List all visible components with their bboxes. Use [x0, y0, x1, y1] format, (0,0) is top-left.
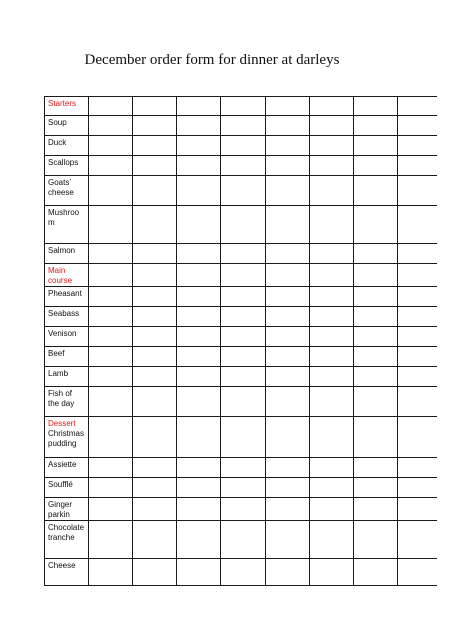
row-label-cell — [45, 478, 89, 498]
row-label-cell — [45, 116, 89, 136]
menu-item-label: Seabass — [48, 309, 80, 318]
order-entry-cell[interactable] — [353, 478, 397, 498]
menu-item-label: Lamb — [48, 369, 69, 378]
order-entry-cell[interactable] — [221, 387, 265, 417]
order-entry-cell[interactable] — [265, 136, 309, 156]
row-label-cell — [45, 559, 89, 586]
row-label-cell — [45, 287, 89, 307]
order-entry-cell[interactable] — [177, 478, 221, 498]
order-entry-cell[interactable] — [397, 498, 437, 521]
page-title: December order form for dinner at darleys — [84, 52, 340, 68]
order-entry-cell[interactable] — [397, 458, 437, 478]
order-entry-cell[interactable] — [397, 417, 437, 458]
row-label-cell — [45, 97, 89, 116]
menu-item-label: Cheese — [48, 561, 76, 570]
order-entry-cell[interactable] — [397, 287, 437, 307]
row-label-cell — [45, 347, 89, 367]
menu-item-label: Assiette — [48, 460, 77, 469]
order-entry-cell[interactable] — [133, 417, 177, 458]
table-row — [45, 478, 438, 498]
table-row — [45, 347, 438, 367]
menu-item-label: Soup — [48, 118, 67, 127]
order-entry-cell[interactable] — [89, 116, 133, 136]
order-entry-cell[interactable] — [353, 206, 397, 244]
order-entry-cell[interactable] — [133, 347, 177, 367]
order-entry-cell[interactable] — [221, 367, 265, 387]
order-entry-cell[interactable] — [265, 498, 309, 521]
order-entry-cell[interactable] — [397, 521, 437, 559]
order-entry-cell[interactable] — [309, 97, 353, 116]
order-entry-cell[interactable] — [221, 521, 265, 559]
order-entry-cell[interactable] — [177, 327, 221, 347]
order-entry-cell[interactable] — [265, 478, 309, 498]
order-entry-cell[interactable] — [133, 244, 177, 264]
row-label-cell — [45, 458, 89, 478]
order-entry-cell[interactable] — [353, 387, 397, 417]
order-entry-cell[interactable] — [133, 156, 177, 176]
order-entry-cell[interactable] — [89, 367, 133, 387]
order-entry-cell[interactable] — [353, 327, 397, 347]
table-row — [45, 367, 438, 387]
table-row — [45, 116, 438, 136]
table-row — [45, 244, 438, 264]
order-entry-cell[interactable] — [397, 367, 437, 387]
order-entry-cell[interactable] — [265, 417, 309, 458]
order-entry-cell[interactable] — [177, 116, 221, 136]
order-entry-cell[interactable] — [265, 156, 309, 176]
order-entry-cell[interactable] — [397, 307, 437, 327]
order-entry-cell[interactable] — [353, 176, 397, 206]
order-entry-cell[interactable] — [177, 458, 221, 478]
menu-item-label: Beef — [48, 349, 65, 358]
table-row — [45, 458, 438, 478]
order-entry-cell[interactable] — [397, 559, 437, 586]
order-entry-cell[interactable] — [221, 478, 265, 498]
menu-item-label: Duck — [48, 138, 67, 147]
order-entry-cell[interactable] — [353, 367, 397, 387]
order-entry-cell[interactable] — [397, 136, 437, 156]
order-entry-cell[interactable] — [309, 347, 353, 367]
order-entry-cell[interactable] — [309, 156, 353, 176]
row-label-cell — [45, 327, 89, 347]
order-entry-cell[interactable] — [397, 387, 437, 417]
table-row — [45, 97, 438, 116]
order-entry-cell[interactable] — [353, 458, 397, 478]
table-row — [45, 521, 438, 559]
order-entry-cell[interactable] — [89, 478, 133, 498]
order-entry-cell[interactable] — [177, 176, 221, 206]
order-entry-cell[interactable] — [177, 387, 221, 417]
order-entry-cell[interactable] — [353, 97, 397, 116]
order-entry-cell[interactable] — [89, 458, 133, 478]
order-entry-cell[interactable] — [221, 559, 265, 586]
order-entry-cell[interactable] — [397, 116, 437, 136]
order-entry-cell[interactable] — [265, 387, 309, 417]
order-entry-cell[interactable] — [309, 176, 353, 206]
order-entry-cell[interactable] — [397, 347, 437, 367]
table-row — [45, 264, 438, 287]
order-entry-cell[interactable] — [89, 97, 133, 116]
order-entry-cell[interactable] — [265, 458, 309, 478]
row-label-cell — [45, 417, 89, 458]
order-entry-cell[interactable] — [353, 264, 397, 287]
order-entry-cell[interactable] — [133, 97, 177, 116]
order-entry-cell[interactable] — [265, 264, 309, 287]
row-label-cell — [45, 156, 89, 176]
order-entry-cell[interactable] — [177, 244, 221, 264]
order-entry-cell[interactable] — [221, 458, 265, 478]
row-label-cell — [45, 521, 89, 559]
menu-item-label: Fish of the day — [48, 389, 75, 408]
order-entry-cell[interactable] — [89, 559, 133, 586]
order-entry-cell[interactable] — [309, 116, 353, 136]
order-entry-cell[interactable] — [177, 347, 221, 367]
order-entry-cell[interactable] — [309, 417, 353, 458]
order-entry-cell[interactable] — [133, 307, 177, 327]
table-row — [45, 156, 438, 176]
order-entry-cell[interactable] — [265, 244, 309, 264]
order-entry-cell[interactable] — [221, 347, 265, 367]
order-entry-cell[interactable] — [89, 264, 133, 287]
menu-item-label: Venison — [48, 329, 77, 338]
order-entry-cell[interactable] — [265, 206, 309, 244]
order-entry-cell[interactable] — [89, 387, 133, 417]
menu-item-label: Scallops — [48, 158, 79, 167]
order-entry-cell[interactable] — [177, 97, 221, 116]
order-entry-cell[interactable] — [265, 176, 309, 206]
order-entry-cell[interactable] — [353, 559, 397, 586]
order-entry-cell[interactable] — [133, 206, 177, 244]
order-entry-cell[interactable] — [133, 327, 177, 347]
section-heading: Starters — [48, 99, 77, 108]
row-label-cell — [45, 264, 89, 287]
order-entry-cell[interactable] — [353, 498, 397, 521]
order-entry-cell[interactable] — [397, 264, 437, 287]
order-entry-cell[interactable] — [133, 559, 177, 586]
order-entry-cell[interactable] — [265, 347, 309, 367]
order-entry-cell[interactable] — [397, 327, 437, 347]
order-entry-cell[interactable] — [133, 387, 177, 417]
section-heading: Dessert — [48, 419, 76, 428]
order-entry-cell[interactable] — [177, 498, 221, 521]
order-entry-cell[interactable] — [353, 347, 397, 367]
order-entry-cell[interactable] — [353, 244, 397, 264]
order-entry-cell[interactable] — [89, 417, 133, 458]
order-entry-cell[interactable] — [309, 307, 353, 327]
order-entry-cell[interactable] — [221, 417, 265, 458]
menu-item-label: Pheasant — [48, 289, 82, 298]
row-label-cell — [45, 206, 89, 244]
order-entry-cell[interactable] — [353, 156, 397, 176]
order-entry-cell[interactable] — [353, 116, 397, 136]
order-entry-cell[interactable] — [397, 478, 437, 498]
order-entry-cell[interactable] — [89, 347, 133, 367]
order-entry-cell[interactable] — [309, 559, 353, 586]
order-entry-cell[interactable] — [89, 307, 133, 327]
row-label-cell — [45, 307, 89, 327]
order-entry-cell[interactable] — [221, 264, 265, 287]
order-entry-cell[interactable] — [133, 478, 177, 498]
order-entry-cell[interactable] — [221, 116, 265, 136]
order-entry-cell[interactable] — [353, 307, 397, 327]
table-row — [45, 327, 438, 347]
order-entry-cell[interactable] — [221, 498, 265, 521]
order-entry-cell[interactable] — [397, 97, 437, 116]
order-entry-cell[interactable] — [309, 287, 353, 307]
order-entry-cell[interactable] — [353, 136, 397, 156]
order-entry-cell[interactable] — [89, 521, 133, 559]
order-entry-cell[interactable] — [177, 521, 221, 559]
section-heading: Main course — [48, 266, 73, 285]
order-entry-cell[interactable] — [133, 116, 177, 136]
table-row — [45, 498, 438, 521]
menu-item-label: Ginger parkin — [48, 500, 73, 519]
order-entry-cell[interactable] — [89, 136, 133, 156]
order-entry-cell[interactable] — [265, 307, 309, 327]
table-row — [45, 559, 438, 586]
table-row — [45, 287, 438, 307]
menu-item-label: Mushroo m — [48, 208, 80, 227]
order-entry-cell[interactable] — [309, 387, 353, 417]
row-label-cell — [45, 244, 89, 264]
order-entry-cell[interactable] — [265, 367, 309, 387]
order-entry-cell[interactable] — [89, 287, 133, 307]
order-entry-cell[interactable] — [353, 417, 397, 458]
menu-item-label: Chocolate tranche — [48, 523, 85, 542]
order-entry-cell[interactable] — [221, 97, 265, 116]
order-entry-cell[interactable] — [89, 156, 133, 176]
table-row — [45, 206, 438, 244]
order-entry-cell[interactable] — [265, 287, 309, 307]
order-entry-cell[interactable] — [397, 156, 437, 176]
order-entry-cell[interactable] — [221, 327, 265, 347]
order-entry-cell[interactable] — [353, 521, 397, 559]
table-row — [45, 176, 438, 206]
order-entry-cell[interactable] — [89, 244, 133, 264]
order-entry-cell[interactable] — [177, 264, 221, 287]
row-label-cell — [45, 498, 89, 521]
menu-item-label: Soufflé — [48, 480, 73, 489]
order-entry-cell[interactable] — [309, 264, 353, 287]
order-entry-cell[interactable] — [309, 498, 353, 521]
table-row — [45, 307, 438, 327]
order-entry-cell[interactable] — [397, 206, 437, 244]
order-entry-cell[interactable] — [309, 458, 353, 478]
order-entry-cell[interactable] — [221, 206, 265, 244]
order-entry-cell[interactable] — [177, 156, 221, 176]
order-entry-cell[interactable] — [265, 97, 309, 116]
order-entry-cell[interactable] — [89, 327, 133, 347]
order-entry-cell[interactable] — [133, 498, 177, 521]
row-label-cell — [45, 176, 89, 206]
order-entry-cell[interactable] — [89, 206, 133, 244]
order-entry-cell[interactable] — [133, 136, 177, 156]
order-entry-cell[interactable] — [309, 521, 353, 559]
order-entry-cell[interactable] — [309, 478, 353, 498]
order-entry-cell[interactable] — [309, 136, 353, 156]
order-entry-cell[interactable] — [309, 327, 353, 347]
order-entry-cell[interactable] — [177, 206, 221, 244]
order-entry-cell[interactable] — [177, 559, 221, 586]
row-label-cell — [45, 136, 89, 156]
menu-item-label: Salmon — [48, 246, 76, 255]
order-form-table — [44, 96, 437, 586]
order-entry-cell[interactable] — [265, 521, 309, 559]
table-row — [45, 136, 438, 156]
order-entry-cell[interactable] — [309, 206, 353, 244]
order-entry-cell[interactable] — [221, 156, 265, 176]
order-entry-cell[interactable] — [397, 244, 437, 264]
order-entry-cell[interactable] — [397, 176, 437, 206]
order-entry-cell[interactable] — [89, 176, 133, 206]
order-entry-cell[interactable] — [133, 458, 177, 478]
order-entry-cell[interactable] — [265, 327, 309, 347]
order-entry-cell[interactable] — [89, 498, 133, 521]
order-entry-cell[interactable] — [265, 116, 309, 136]
order-entry-cell[interactable] — [133, 264, 177, 287]
table-row — [45, 417, 438, 458]
order-entry-cell[interactable] — [177, 287, 221, 307]
order-entry-cell[interactable] — [265, 559, 309, 586]
order-entry-cell[interactable] — [177, 417, 221, 458]
table-row — [45, 387, 438, 417]
order-entry-cell[interactable] — [309, 367, 353, 387]
order-entry-cell[interactable] — [353, 287, 397, 307]
row-label-cell — [45, 387, 89, 417]
order-entry-cell[interactable] — [221, 244, 265, 264]
menu-item-label: Christmas pudding — [48, 429, 85, 448]
order-entry-cell[interactable] — [221, 136, 265, 156]
order-entry-cell[interactable] — [309, 244, 353, 264]
order-entry-cell[interactable] — [221, 287, 265, 307]
order-entry-cell[interactable] — [133, 367, 177, 387]
order-entry-cell[interactable] — [133, 176, 177, 206]
order-entry-cell[interactable] — [177, 136, 221, 156]
row-label-cell — [45, 367, 89, 387]
order-entry-cell[interactable] — [177, 367, 221, 387]
order-entry-cell[interactable] — [177, 307, 221, 327]
order-entry-cell[interactable] — [133, 287, 177, 307]
order-entry-cell[interactable] — [221, 176, 265, 206]
menu-item-label: Goats’ cheese — [48, 178, 74, 197]
order-entry-cell[interactable] — [221, 307, 265, 327]
order-entry-cell[interactable] — [133, 521, 177, 559]
